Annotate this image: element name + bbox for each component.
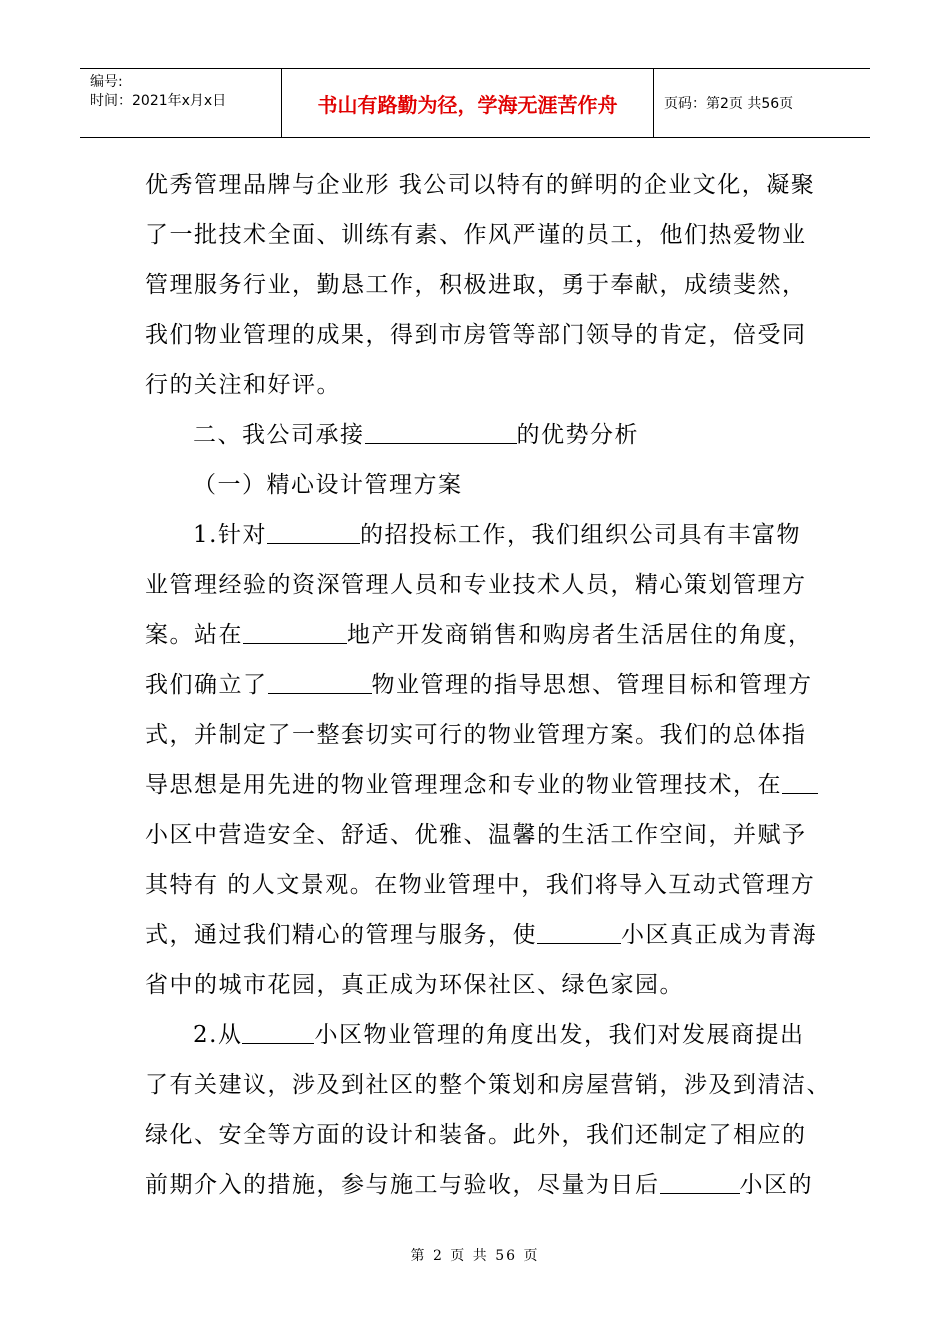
text-line xyxy=(145,660,813,710)
text-span: 导思想是用先进的物业管理理念和专业的物业管理技术，在 xyxy=(145,772,782,798)
text-line: 了有关建议，涉及到社区的整个策划和房屋营销，涉及到清洁、 xyxy=(145,1072,831,1098)
text-line: 其特有 的人文景观。在物业管理中，我们将导入互动式管理方 xyxy=(145,872,816,898)
fill-blank xyxy=(243,617,347,644)
text-line: 行的关注和好评。 xyxy=(145,372,341,398)
fill-blank xyxy=(660,1167,740,1194)
header-meta xyxy=(80,69,282,137)
fill-blank xyxy=(268,667,372,694)
text-line: 了一批技术全面、训练有素、作风严谨的员工，他们热爱物业 xyxy=(145,222,807,248)
text-line: 优秀管理品牌与企业形 我公司以特有的鲜明的企业文化，凝聚 xyxy=(145,172,816,198)
page-footer: 第 2 页 共 56 页 xyxy=(410,1248,540,1264)
fill-blank xyxy=(537,917,621,944)
text-span: 地产开发商销售和购房者生活居住的角度， xyxy=(347,622,813,648)
text-line: 省中的城市花园，真正成为环保社区、绿色家园。 xyxy=(145,972,684,998)
fill-blank xyxy=(267,517,360,544)
text-span: 前期介入的措施，参与施工与验收，尽量为日后 xyxy=(145,1172,660,1198)
section-heading xyxy=(193,410,639,460)
text-line: 小区中营造安全、舒适、优雅、温馨的生活工作空间，并赋予 xyxy=(145,822,807,848)
text-line xyxy=(145,910,817,960)
fill-blank xyxy=(242,1017,314,1044)
text-line xyxy=(145,1160,813,1210)
text-line xyxy=(193,510,801,560)
text-span: 小区物业管理的角度出发，我们对发展商提出 xyxy=(314,1022,805,1048)
header-page-info: 页码：第2页 共56页 xyxy=(664,96,794,112)
text-line: 业管理经验的资深管理人员和专业技术人员，精心策划管理方 xyxy=(145,572,807,598)
text-span: 小区真正成为青海 xyxy=(621,922,817,948)
page-header xyxy=(80,68,870,138)
text-span: 我们确立了 xyxy=(145,672,268,698)
text-span: 物业管理的指导思想、管理目标和管理方 xyxy=(371,672,813,698)
text-span: 小区的 xyxy=(739,1172,813,1198)
text-span: 1.针对 xyxy=(193,522,267,548)
text-span: 式，通过我们精心的管理与服务，使 xyxy=(145,922,537,948)
text-line: 管理服务行业，勤恳工作，积极进取，勇于奉献，成绩斐然， xyxy=(145,272,807,298)
code-label: 编号: xyxy=(90,74,123,90)
fill-blank xyxy=(365,417,517,444)
text-line: 我们物业管理的成果，得到市房管等部门领导的肯定，倍受同 xyxy=(145,322,807,348)
fill-blank xyxy=(782,767,818,794)
text-line xyxy=(193,1010,804,1060)
header-motto: 书山有路勤为径，学海无涯苦作舟 xyxy=(282,69,654,137)
text-line xyxy=(145,760,818,810)
text-span: 案。站在 xyxy=(145,622,243,648)
text-span: 的招投标工作，我们组织公司具有丰富物 xyxy=(359,522,801,548)
text-span: 2.从 xyxy=(193,1022,243,1048)
text-line: 式，并制定了一整套切实可行的物业管理方案。我们的总体指 xyxy=(145,722,807,748)
text-line xyxy=(145,610,813,660)
subsection-heading: （一）精心设计管理方案 xyxy=(193,472,463,498)
heading-text: 二、我公司承接 xyxy=(193,422,365,448)
heading-text: 的优势分析 xyxy=(516,422,639,448)
text-line: 绿化、安全等方面的设计和装备。此外，我们还制定了相应的 xyxy=(145,1122,807,1148)
date-line: 时间：2021年x月x日 xyxy=(90,93,227,109)
